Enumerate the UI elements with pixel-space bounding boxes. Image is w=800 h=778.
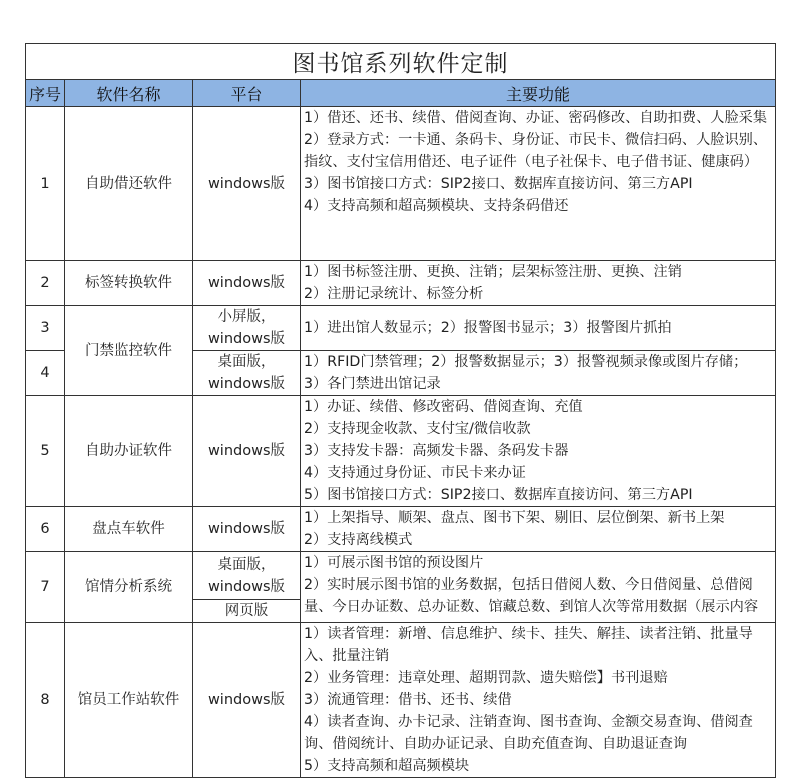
function-item: 1）办证、续借、修改密码、借阅查询、充值 [304, 399, 583, 415]
function-item: 1）图书标签注册、更换、注销；层架标签注册、更换、注销 [304, 264, 682, 280]
function-item: 2）支持离线模式 [304, 532, 413, 548]
platform: windows版 [193, 507, 301, 552]
function-item: 4）支持通过身份证、市民卡来办证 [304, 465, 526, 481]
header-functions: 主要功能 [301, 80, 776, 107]
platform: 小屏版，windows版 [193, 306, 301, 351]
row-number: 5 [26, 396, 65, 507]
function-list [301, 396, 776, 507]
function-item: 4）读者查询、办卡记录、注销查询、图书查询、金额交易查询、借阅查询、借阅统计、自助办证记录、自助充值查询、自助退证查询 [304, 714, 753, 752]
function-list [301, 351, 776, 396]
row-number: 3 [26, 306, 65, 351]
platform: windows版 [193, 261, 301, 306]
row-number: 1 [26, 107, 65, 261]
table-row [26, 507, 776, 552]
header-platform: 平台 [193, 80, 301, 107]
platform: windows版 [193, 396, 301, 507]
table-row [26, 623, 776, 778]
platform: 桌面版，windows版 [193, 351, 301, 396]
function-item: 3）各门禁进出馆记录 [304, 376, 441, 392]
function-item: 3）支持发卡器：高频发卡器、条码发卡器 [304, 443, 569, 459]
platform-web: 网页版 [193, 600, 301, 623]
software-name: 馆情分析系统 [65, 552, 193, 623]
function-item: 1）读者管理：新增、信息维护、续卡、挂失、解挂、读者注销、批量导入、批量注销 [304, 626, 753, 664]
platform: windows版 [193, 107, 301, 261]
software-name: 门禁监控软件 [65, 306, 193, 396]
function-item: 2）业务管理：违章处理、超期罚款、遗失赔偿】书刊退赔 [304, 670, 668, 686]
software-name: 自助借还软件 [65, 107, 193, 261]
software-table [25, 43, 776, 778]
function-list [301, 552, 776, 623]
row-number: 4 [26, 351, 65, 396]
function-item: 4）支持高频和超高频模块、支持条码借还 [304, 198, 569, 214]
function-item: 2）注册记录统计、标签分析 [304, 286, 484, 302]
row-number: 6 [26, 507, 65, 552]
function-item: 2）实时展示图书馆的业务数据，包括日借阅人数、今日借阅量、总借阅量、今日办证数、总办证数、馆藏总数、到馆人次等常用数据（展示内容 [304, 577, 759, 615]
function-list [301, 261, 776, 306]
table-row [26, 261, 776, 306]
software-name: 自助办证软件 [65, 396, 193, 507]
platform: windows版 [193, 623, 301, 778]
function-item: 3）图书馆接口方式：SIP2接口、数据库直接访问、第三方API [304, 176, 693, 192]
software-name: 盘点车软件 [65, 507, 193, 552]
row-number: 2 [26, 261, 65, 306]
function-item: 2）登录方式：一卡通、条码卡、身份证、市民卡、微信扫码、人脸识别、指纹、支付宝信用借还、电子证件（电子社保卡、电子借书证、健康码） [304, 132, 768, 170]
function-item: 1）上架指导、顺架、盘点、图书下架、剔旧、层位倒架、新书上架 [304, 510, 725, 526]
function-list [301, 507, 776, 552]
table-row [26, 552, 776, 600]
table-row [26, 396, 776, 507]
row-number: 8 [26, 623, 65, 778]
header-no: 序号 [26, 80, 65, 107]
table-row [26, 107, 776, 261]
function-item: 3）流通管理：借书、还书、续借 [304, 692, 512, 708]
header-name: 软件名称 [65, 80, 193, 107]
software-name: 标签转换软件 [65, 261, 193, 306]
function-item: 2）支持现金收款、支付宝/微信收款 [304, 421, 531, 437]
function-item: 5）图书馆接口方式：SIP2接口、数据库直接访问、第三方API [304, 487, 693, 503]
function-item: 1）RFID门禁管理；2）报警数据显示；3）报警视频录像或图片存储； [304, 354, 748, 370]
platform: 桌面版，windows版 [193, 552, 301, 600]
function-item: 1）进出馆人数显示；2）报警图书显示；3）报警图片抓拍 [304, 320, 672, 336]
function-item: 1）借还、还书、续借、借阅查询、办证、密码修改、自助扣费、人脸采集 [304, 110, 768, 126]
row-number: 7 [26, 552, 65, 623]
function-item: 1）可展示图书馆的预设图片 [304, 555, 484, 571]
function-list [301, 623, 776, 778]
function-list [301, 306, 776, 351]
table-row [26, 306, 776, 351]
function-list [301, 107, 776, 261]
software-name: 馆员工作站软件 [65, 623, 193, 778]
table-title: 图书馆系列软件定制 [26, 44, 776, 80]
function-item: 5）支持高频和超高频模块 [304, 758, 470, 774]
